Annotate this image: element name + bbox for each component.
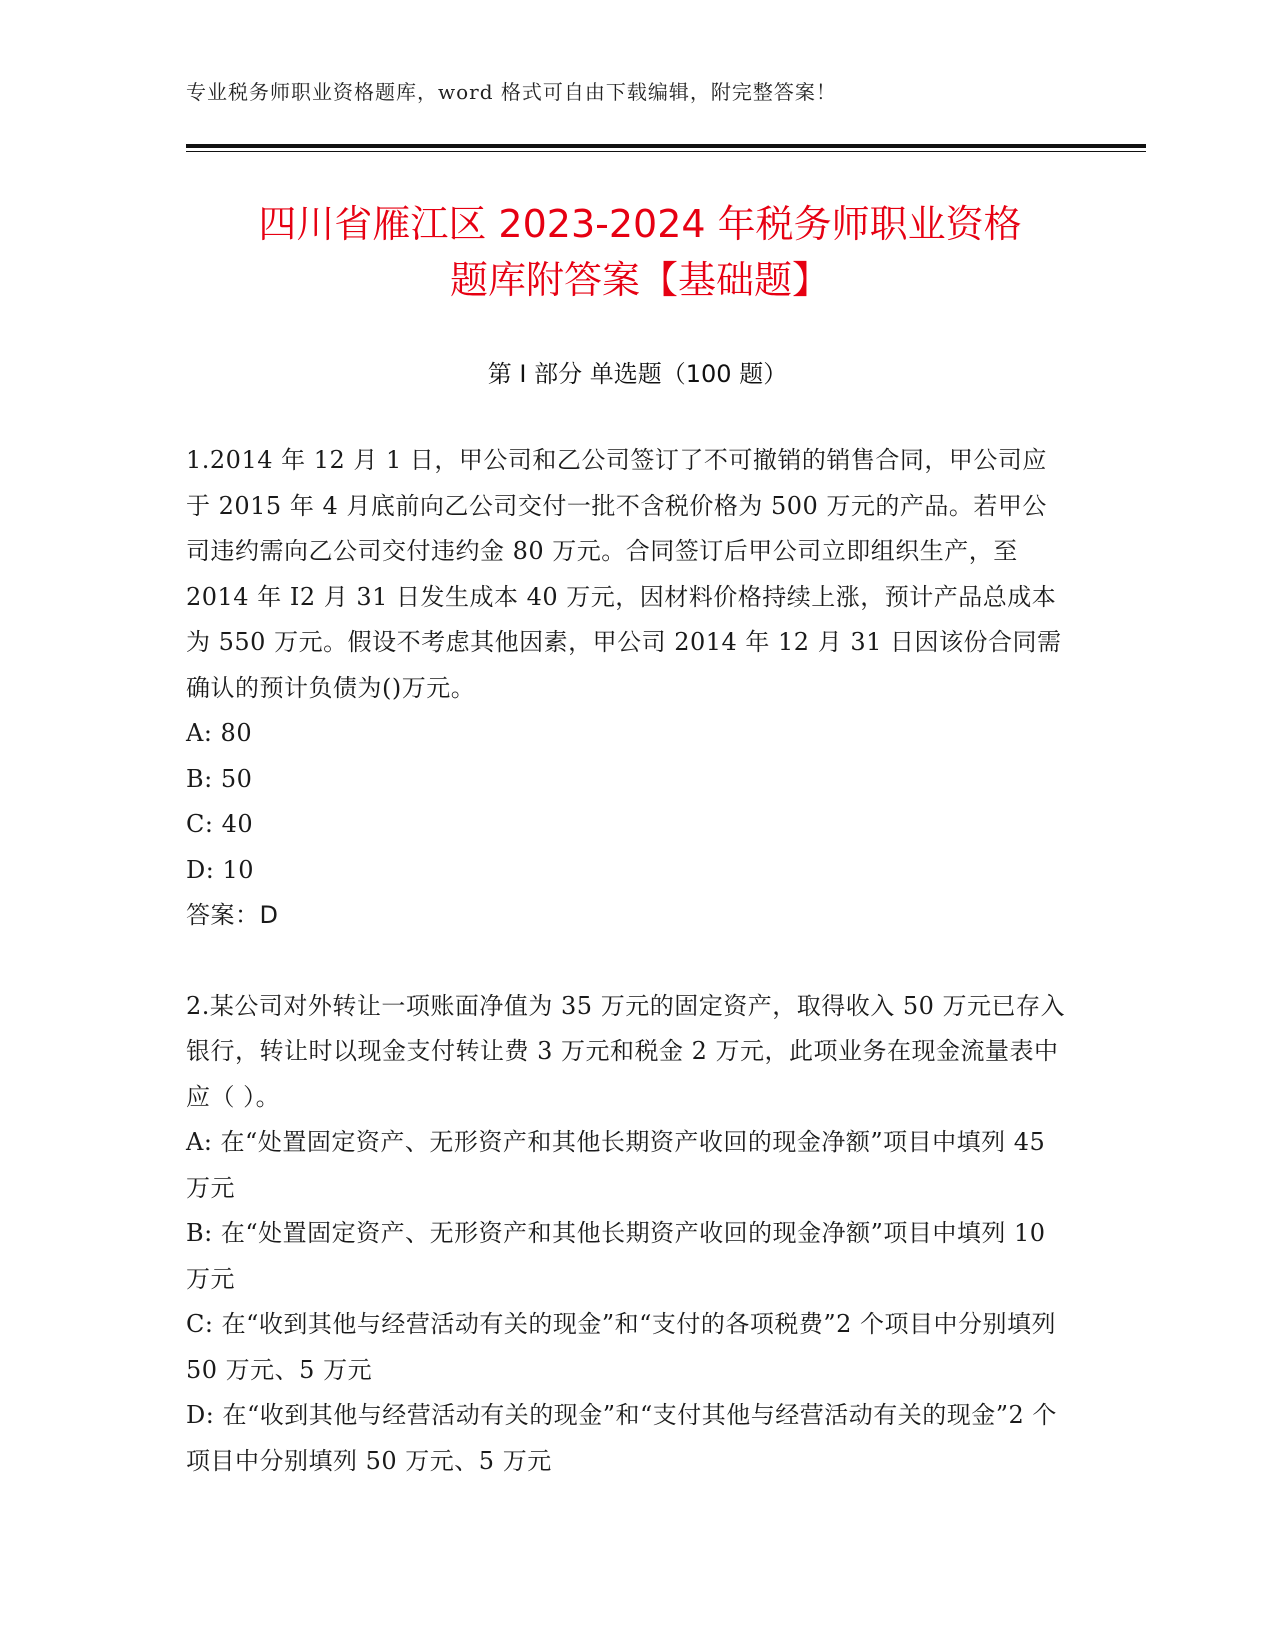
question-2-option-c: C: 在“收到其他与经营活动有关的现金”和“支付的各项税费”2 个项目中分别填列 50 万元、5 万元 — [186, 1310, 1057, 1384]
questions-content — [186, 438, 1066, 1484]
question-2 — [186, 984, 1066, 1485]
header-rule-thick — [186, 144, 1146, 148]
question-1-answer: 答案：D — [186, 901, 279, 929]
question-2-option-d: D: 在“收到其他与经营活动有关的现金”和“支付其他与经营活动有关的现金”2 个项目中分别填列 50 万元、5 万元 — [186, 1401, 1057, 1475]
document-title — [140, 196, 1140, 308]
document-title-line-2: 题库附答案【基础题】 — [449, 258, 830, 302]
question-1-option-a: A: 80 — [186, 719, 253, 747]
header-note: 专业税务师职业资格题库，word 格式可自由下载编辑，附完整答案！ — [186, 80, 837, 104]
question-1-text: 1.2014 年 12 月 1 日，甲公司和乙公司签订了不可撤销的销售合同，甲公司应于 2015 年 4 月底前向乙公司交付一批不含税价格为 500 万元的产品。若甲公司违约需向乙公司交付违约金 80 万元。合同签订后甲公司立即组织生产，至 2014 年 I2 月 31 日发生成本 40 万元，因材料价格持续上涨，预计产品总成本为 550 万元。假设不考虑其他因素，甲公司 2014 年 12 月 31 日因该份合同需确认的预计负债为()万元。 — [186, 446, 1062, 702]
section-title: 第 I 部分 单选题（100 题） — [487, 360, 788, 388]
question-1-option-b: B: 50 — [186, 764, 253, 793]
question-1 — [186, 438, 1066, 939]
question-2-option-b: B: 在“处置固定资产、无形资产和其他长期资产收回的现金净额”项目中填列 10 万元 — [186, 1219, 1046, 1293]
question-1-option-d: D: 10 — [186, 855, 254, 884]
question-2-option-a: A: 在“处置固定资产、无形资产和其他长期资产收回的现金净额”项目中填列 45 万元 — [186, 1128, 1046, 1202]
header-rule-thin — [186, 151, 1146, 152]
question-2-text: 2.某公司对外转让一项账面净值为 35 万元的固定资产，取得收入 50 万元已存入银行，转让时以现金支付转让费 3 万元和税金 2 万元，此项业务在现金流量表中应（ ）。 — [186, 991, 1065, 1111]
document-title-line-1: 四川省雁江区 2023-2024 年税务师职业资格 — [258, 202, 1022, 246]
question-spacer — [186, 939, 1066, 984]
question-1-option-c: C: 40 — [186, 810, 254, 838]
